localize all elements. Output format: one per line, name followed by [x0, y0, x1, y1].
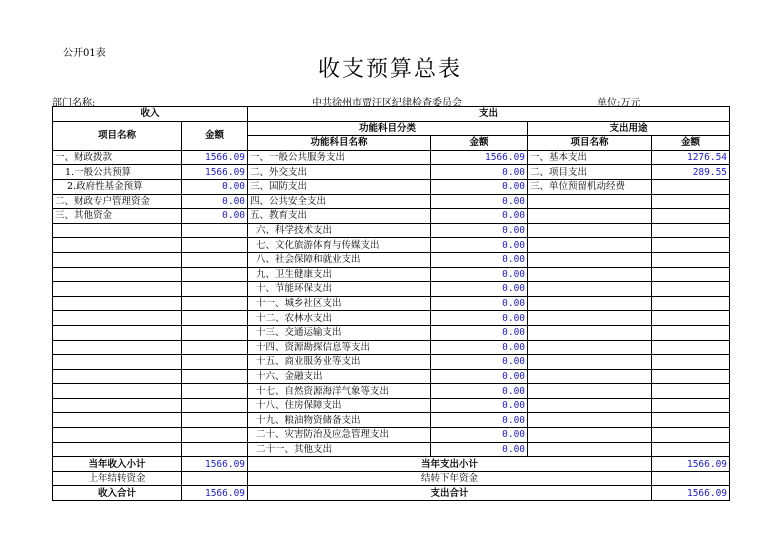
income-item-name: 一、财政拨款 — [53, 150, 182, 165]
income-total-label: 收入合计 — [53, 486, 182, 501]
func-item-name: 七、文化旅游体育与传媒支出 — [248, 238, 431, 253]
header-row-2 — [53, 121, 730, 136]
func-item-amount: 0.00 — [431, 194, 528, 209]
carryover-out-value — [652, 471, 730, 486]
income-item-amount: 1566.09 — [182, 150, 248, 165]
carryover-in-value — [182, 471, 248, 486]
usage-item-name — [528, 325, 652, 340]
usage-item-amount — [652, 398, 730, 413]
table-row — [53, 296, 730, 311]
table-row — [53, 150, 730, 165]
func-item-name: 九、卫生健康支出 — [248, 267, 431, 282]
usage-item-amount — [652, 194, 730, 209]
usage-item-amount — [652, 223, 730, 238]
total-row — [53, 486, 730, 501]
usage-item-amount — [652, 355, 730, 370]
income-item-amount: 1566.09 — [182, 165, 248, 180]
dept-label: 部门名称: — [52, 98, 96, 109]
func-item-amount: 0.00 — [431, 252, 528, 267]
page-title: 收支预算总表 — [317, 57, 462, 82]
func-item-amount: 0.00 — [431, 209, 528, 224]
func-item-amount: 0.00 — [431, 296, 528, 311]
income-item-name-header: 项目名称 — [53, 121, 182, 150]
table-row — [53, 413, 730, 428]
income-item-name — [53, 369, 182, 384]
income-item-amount — [182, 398, 248, 413]
func-item-amount: 0.00 — [431, 442, 528, 457]
usage-item-name — [528, 209, 652, 224]
income-amount-header: 金额 — [182, 121, 248, 150]
func-item-amount: 0.00 — [431, 413, 528, 428]
income-item-amount — [182, 267, 248, 282]
func-item-name: 五、教育支出 — [248, 209, 431, 224]
func-item-name: 十八、住房保障支出 — [248, 398, 431, 413]
usage-item-amount — [652, 428, 730, 443]
expense-total-value: 1566.09 — [652, 486, 730, 501]
func-item-name: 六、科学技术支出 — [248, 223, 431, 238]
func-item-amount: 0.00 — [431, 267, 528, 282]
income-item-amount — [182, 369, 248, 384]
income-item-name — [53, 384, 182, 399]
usage-item-name — [528, 369, 652, 384]
income-item-name — [53, 223, 182, 238]
func-item-name: 十四、资源勘探信息等支出 — [248, 340, 431, 355]
usage-item-name — [528, 267, 652, 282]
table-row — [53, 325, 730, 340]
table-row — [53, 311, 730, 326]
func-item-name: 十二、农林水支出 — [248, 311, 431, 326]
income-item-name — [53, 428, 182, 443]
usage-item-name — [528, 398, 652, 413]
usage-item-amount — [652, 413, 730, 428]
func-item-amount: 1566.09 — [431, 150, 528, 165]
func-item-name: 十九、粮油物资储备支出 — [248, 413, 431, 428]
func-item-amount: 0.00 — [431, 325, 528, 340]
income-item-amount — [182, 428, 248, 443]
func-item-name: 十七、自然资源海洋气象等支出 — [248, 384, 431, 399]
usage-item-header: 项目名称 — [528, 136, 652, 151]
income-subtotal-value: 1566.09 — [182, 457, 248, 472]
func-item-amount: 0.00 — [431, 179, 528, 194]
func-item-name: 十五、商业服务业等支出 — [248, 355, 431, 370]
func-item-name: 十、节能环保支出 — [248, 282, 431, 297]
func-item-amount: 0.00 — [431, 311, 528, 326]
func-item-amount: 0.00 — [431, 384, 528, 399]
income-item-name: 三、其他资金 — [53, 209, 182, 224]
income-item-name — [53, 238, 182, 253]
func-item-amount: 0.00 — [431, 398, 528, 413]
usage-item-amount — [652, 384, 730, 399]
income-item-name: 2.政府性基金预算 — [53, 179, 182, 194]
table-row — [53, 282, 730, 297]
income-item-amount — [182, 413, 248, 428]
table-row — [53, 428, 730, 443]
budget-table — [52, 106, 730, 501]
usage-item-name — [528, 413, 652, 428]
table-row — [53, 209, 730, 224]
func-item-amount: 0.00 — [431, 340, 528, 355]
income-item-name — [53, 398, 182, 413]
usage-item-name — [528, 296, 652, 311]
income-item-name — [53, 355, 182, 370]
func-item-name: 二十一、其他支出 — [248, 442, 431, 457]
func-item-name: 十三、交通运输支出 — [248, 325, 431, 340]
usage-item-amount — [652, 325, 730, 340]
income-item-amount — [182, 311, 248, 326]
usage-item-name: 一、基本支出 — [528, 150, 652, 165]
expense-total-label: 支出合计 — [248, 486, 652, 501]
usage-item-name — [528, 355, 652, 370]
income-item-amount — [182, 223, 248, 238]
usage-item-name — [528, 223, 652, 238]
func-item-name: 四、公共安全支出 — [248, 194, 431, 209]
usage-item-name — [528, 428, 652, 443]
usage-item-amount — [652, 209, 730, 224]
usage-header: 支出用途 — [528, 121, 730, 136]
income-item-amount: 0.00 — [182, 194, 248, 209]
org-name: 中共徐州市贾汪区纪律检查委员会 — [312, 98, 462, 109]
usage-item-amount — [652, 238, 730, 253]
income-item-amount: 0.00 — [182, 179, 248, 194]
usage-item-amount — [652, 179, 730, 194]
income-item-amount — [182, 384, 248, 399]
income-item-name — [53, 442, 182, 457]
func-item-name: 一、一般公共服务支出 — [248, 150, 431, 165]
income-item-name — [53, 325, 182, 340]
table-row — [53, 384, 730, 399]
usage-item-amount — [652, 369, 730, 384]
table-row — [53, 238, 730, 253]
func-item-name: 十一、城乡社区支出 — [248, 296, 431, 311]
income-item-amount: 0.00 — [182, 209, 248, 224]
func-item-name: 二十、灾害防治及应急管理支出 — [248, 428, 431, 443]
table-row — [53, 223, 730, 238]
usage-item-name — [528, 442, 652, 457]
income-subtotal-label: 当年收入小计 — [53, 457, 182, 472]
income-item-name — [53, 267, 182, 282]
form-id: 公开01表 — [63, 48, 106, 59]
expense-subtotal-value: 1566.09 — [652, 457, 730, 472]
income-item-name — [53, 311, 182, 326]
income-item-amount — [182, 282, 248, 297]
carryover-in-label: 上年结转资金 — [53, 471, 182, 486]
carryover-row — [53, 471, 730, 486]
usage-item-amount: 289.55 — [652, 165, 730, 180]
func-item-amount: 0.00 — [431, 355, 528, 370]
table-row — [53, 369, 730, 384]
income-item-amount — [182, 340, 248, 355]
income-item-amount — [182, 252, 248, 267]
table-row — [53, 442, 730, 457]
func-item-amount: 0.00 — [431, 238, 528, 253]
usage-item-name — [528, 282, 652, 297]
income-item-amount — [182, 355, 248, 370]
header-row-1 — [53, 107, 730, 122]
income-item-amount — [182, 325, 248, 340]
func-item-amount: 0.00 — [431, 165, 528, 180]
func-item-name: 二、外交支出 — [248, 165, 431, 180]
usage-item-name — [528, 384, 652, 399]
func-item-amount: 0.00 — [431, 428, 528, 443]
func-item-name: 三、国防支出 — [248, 179, 431, 194]
table-row — [53, 194, 730, 209]
expense-subtotal-label: 当年支出小计 — [248, 457, 652, 472]
table-row — [53, 340, 730, 355]
func-item-amount: 0.00 — [431, 369, 528, 384]
usage-item-name: 三、单位预留机动经费 — [528, 179, 652, 194]
income-item-amount — [182, 238, 248, 253]
table-row — [53, 398, 730, 413]
usage-item-name — [528, 194, 652, 209]
func-item-name: 八、社会保障和就业支出 — [248, 252, 431, 267]
usage-item-amount — [652, 311, 730, 326]
income-item-name — [53, 282, 182, 297]
subtotal-row — [53, 457, 730, 472]
income-total-value: 1566.09 — [182, 486, 248, 501]
usage-item-amount — [652, 252, 730, 267]
usage-item-amount — [652, 267, 730, 282]
usage-item-name: 二、项目支出 — [528, 165, 652, 180]
usage-amount-header: 金额 — [652, 136, 730, 151]
func-amount-header: 金额 — [431, 136, 528, 151]
income-item-name — [53, 340, 182, 355]
income-item-name: 二、财政专户管理资金 — [53, 194, 182, 209]
usage-item-amount — [652, 340, 730, 355]
func-item-amount: 0.00 — [431, 282, 528, 297]
usage-item-amount — [652, 282, 730, 297]
usage-item-name — [528, 238, 652, 253]
table-row — [53, 252, 730, 267]
usage-item-name — [528, 340, 652, 355]
func-item-name: 十六、金融支出 — [248, 369, 431, 384]
income-item-name — [53, 252, 182, 267]
income-item-amount — [182, 442, 248, 457]
carryover-out-label: 结转下年资金 — [248, 471, 652, 486]
expense-header: 支出 — [248, 107, 730, 122]
income-header: 收入 — [53, 107, 248, 122]
unit-label: 单位:万元 — [597, 98, 641, 109]
table-row — [53, 179, 730, 194]
usage-item-amount — [652, 296, 730, 311]
table-row — [53, 267, 730, 282]
income-item-name — [53, 413, 182, 428]
income-item-name: 1.一般公共预算 — [53, 165, 182, 180]
income-item-name — [53, 296, 182, 311]
usage-item-amount: 1276.54 — [652, 150, 730, 165]
usage-item-name — [528, 311, 652, 326]
table-row — [53, 165, 730, 180]
func-category-header: 功能科目分类 — [248, 121, 528, 136]
func-name-header: 功能科目名称 — [248, 136, 431, 151]
income-item-amount — [182, 296, 248, 311]
usage-item-name — [528, 252, 652, 267]
usage-item-amount — [652, 442, 730, 457]
table-row — [53, 355, 730, 370]
func-item-amount: 0.00 — [431, 223, 528, 238]
